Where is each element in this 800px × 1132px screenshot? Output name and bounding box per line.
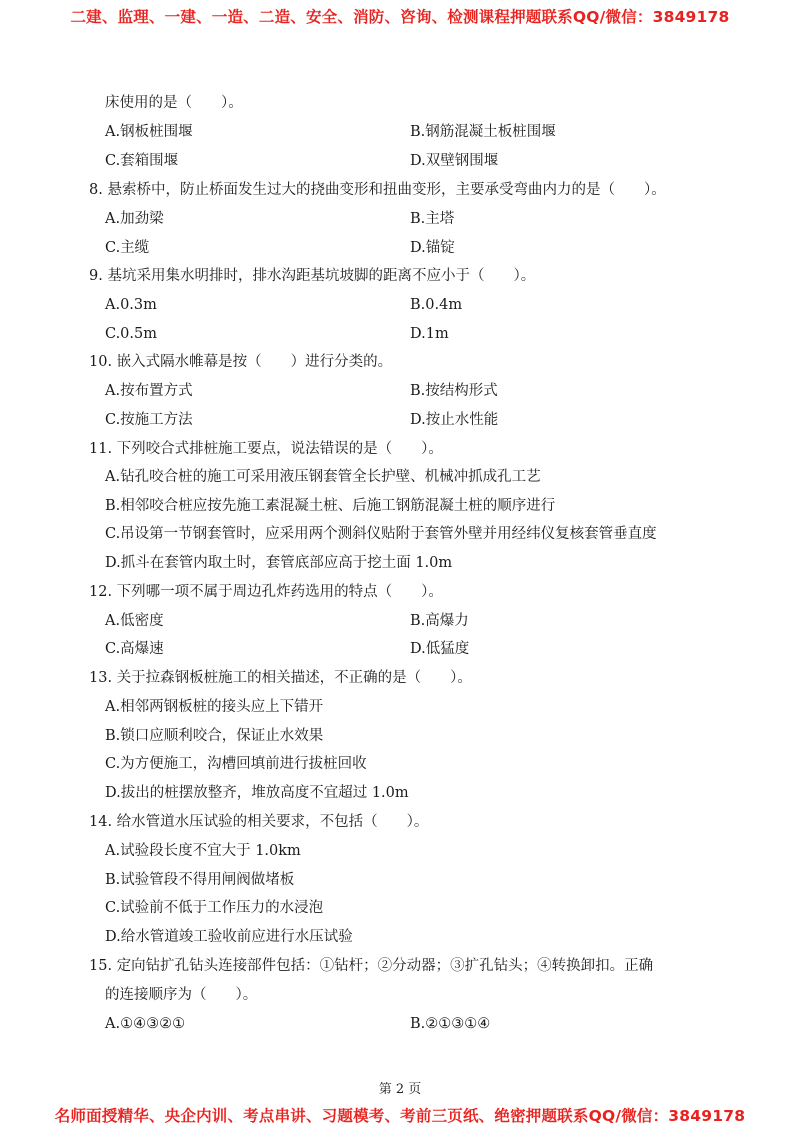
q15-stem: 15. 定向钻扩孔钻头连接部件包括：①钻杆；②分动器；③扩孔钻头；④转换卸扣。正确: [89, 958, 654, 974]
q13-option-d: D.拔出的桩摆放整齐，堆放高度不宜超过 1.0m: [105, 785, 409, 801]
q10-option-b: B.按结构形式: [410, 383, 498, 399]
q15-stem-continued: 的连接顺序为（ ）。: [105, 987, 258, 1003]
q14-option-a: A.试验段长度不宜大于 1.0km: [105, 843, 301, 859]
q13-option-c: C.为方便施工，沟槽回填前进行拔桩回收: [105, 756, 367, 772]
q13-option-a: A.相邻两钢板桩的接头应上下错开: [105, 699, 324, 715]
q15-option-b: B.②①③①④: [410, 1016, 491, 1032]
q10-option-d: D.按止水性能: [410, 412, 499, 428]
q12-stem: 12. 下列哪一项不属于周边孔炸药选用的特点（ ）。: [89, 584, 443, 600]
q10-option-c: C.按施工方法: [105, 412, 193, 428]
q11-stem: 11. 下列咬合式排桩施工要点，说法错误的是（ ）。: [89, 441, 443, 457]
page-number: 第 2 页: [378, 1082, 422, 1097]
q13-stem: 13. 关于拉森钢板桩施工的相关描述，不正确的是（ ）。: [89, 670, 472, 686]
q12-option-b: B.高爆力: [410, 613, 469, 629]
footer-banner: 名师面授精华、央企内训、考点串讲、习题模考、考前三页纸、绝密押题联系QQ/微信：3849178: [54, 1107, 746, 1125]
q10-option-a: A.按布置方式: [105, 383, 193, 399]
q9-option-b: B.0.4m: [410, 297, 463, 313]
q7-option-d: D.双壁钢围堰: [410, 153, 499, 169]
q12-option-c: C.高爆速: [105, 641, 164, 657]
q11-option-a: A.钻孔咬合桩的施工可采用液压钢套管全长护壁、机械冲抓成孔工艺: [105, 469, 541, 485]
q14-option-d: D.给水管道竣工验收前应进行水压试验: [105, 929, 353, 945]
q7-option-b: B.钢筋混凝土板桩围堰: [410, 124, 556, 140]
q14-option-b: B.试验管段不得用闸阀做堵板: [105, 872, 295, 888]
q8-option-d: D.锚锭: [410, 240, 455, 256]
q7-option-a: A.钢板桩围堰: [105, 124, 193, 140]
header-banner: 二建、监理、一建、一造、二造、安全、消防、咨询、检测课程押题联系QQ/微信：3849178: [70, 8, 730, 26]
q9-stem: 9. 基坑采用集水明排时，排水沟距基坑坡脚的距离不应小于（ ）。: [89, 268, 536, 284]
q7-option-c: C.套箱围堰: [105, 153, 179, 169]
q11-option-b: B.相邻咬合桩应按先施工素混凝土桩、后施工钢筋混凝土桩的顺序进行: [105, 498, 556, 514]
q8-option-b: B.主塔: [410, 211, 455, 227]
q9-option-c: C.0.5m: [105, 326, 157, 342]
q8-option-a: A.加劲梁: [105, 211, 164, 227]
q7-stem: 床使用的是（ ）。: [105, 95, 243, 111]
q11-option-c: C.吊设第一节钢套管时，应采用两个测斜仪贴附于套管外壁并用经纬仪复核套管垂直度: [105, 526, 657, 542]
q9-option-d: D.1m: [410, 326, 449, 342]
q10-stem: 10. 嵌入式隔水帷幕是按（ ）进行分类的。: [89, 354, 393, 370]
q11-option-d: D.抓斗在套管内取土时，套管底部应高于挖土面 1.0m: [105, 555, 453, 571]
q15-option-a: A.①④③②①: [105, 1016, 186, 1032]
q12-option-a: A.低密度: [105, 613, 164, 629]
q8-option-c: C.主缆: [105, 240, 150, 256]
q13-option-b: B.锁口应顺利咬合，保证止水效果: [105, 728, 324, 744]
q8-stem: 8. 悬索桥中，防止桥面发生过大的挠曲变形和扭曲变形，主要承受弯曲内力的是（ ）。: [89, 182, 666, 198]
q12-option-d: D.低猛度: [410, 641, 470, 657]
q14-option-c: C.试验前不低于工作压力的水浸泡: [105, 900, 324, 916]
q9-option-a: A.0.3m: [105, 297, 157, 313]
q14-stem: 14. 给水管道水压试验的相关要求，不包括（ ）。: [89, 814, 429, 830]
